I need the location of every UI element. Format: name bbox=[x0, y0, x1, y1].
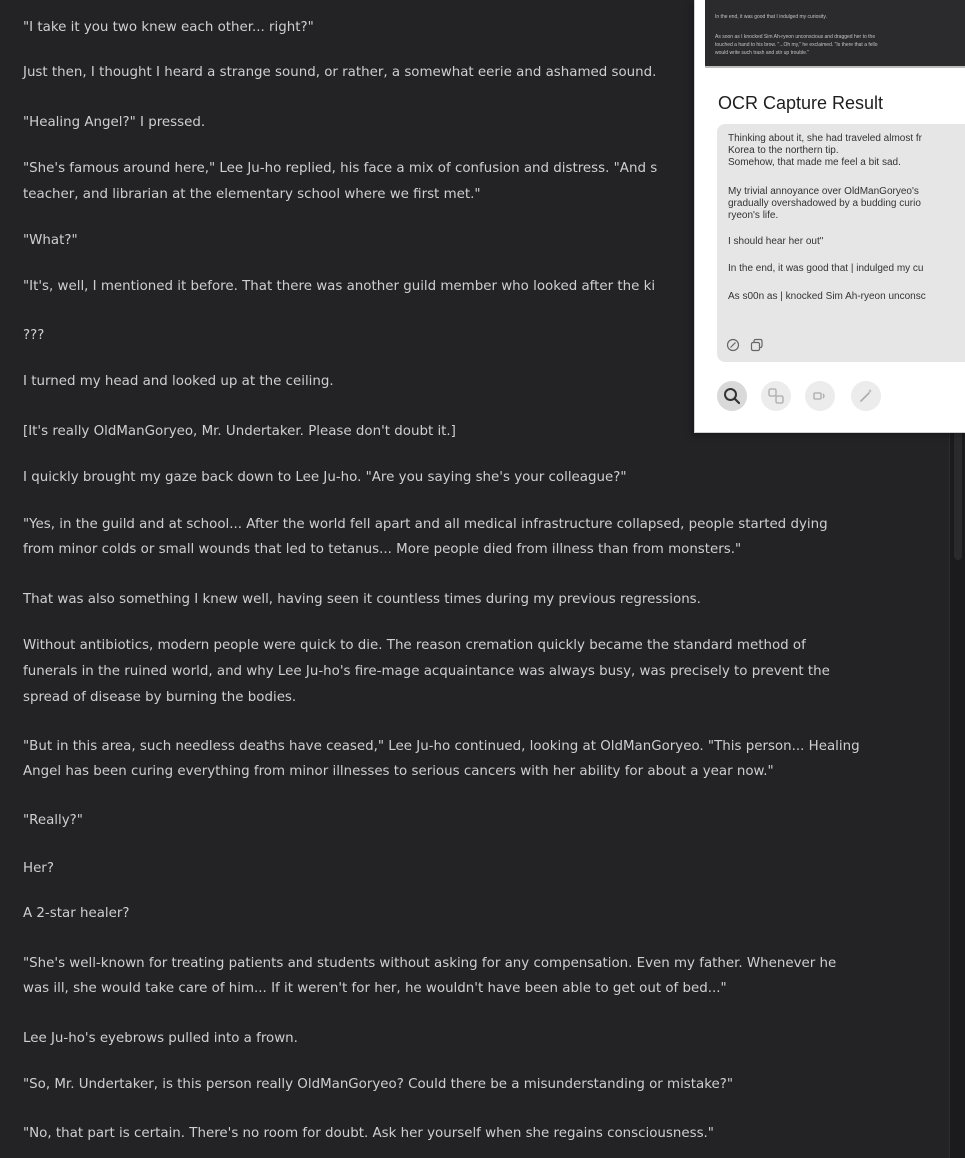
translate-icon[interactable] bbox=[761, 381, 791, 411]
paragraph: Just then, I thought I heard a strange sound, or rather, a somewhat eerie and ashamed sound. bbox=[23, 65, 657, 80]
ocr-result-line: I should hear her out" bbox=[728, 236, 824, 247]
paragraph: teacher, and librarian at the elementary school where we first met." bbox=[23, 187, 481, 202]
paragraph: "No, that part is certain. There's no room for doubt. Ask her yourself when she regains consciousness." bbox=[23, 1126, 714, 1141]
thumbnail-text-line: In the end, it was good that I indulged my curiosity. bbox=[715, 14, 827, 20]
paragraph: "It's, well, I mentioned it before. That there was another guild member who looked after the ki bbox=[23, 279, 656, 294]
paragraph: "But in this area, such needless deaths have ceased," Lee Ju-ho continued, looking at OldManGoryeo. "This person... Healing bbox=[23, 739, 860, 754]
paragraph: A 2-star healer? bbox=[23, 906, 130, 921]
paragraph: Her? bbox=[23, 861, 54, 876]
paragraph: ??? bbox=[23, 328, 45, 343]
paragraph: "She's well-known for treating patients and students without asking for any compensation. Even my father. Whenever he bbox=[23, 956, 837, 971]
paragraph: "I take it you two knew each other... right?" bbox=[23, 20, 314, 35]
thumbnail-text-line: As soon as I knocked Sim Ah-ryeon unconscious and dragged her to the bbox=[715, 34, 876, 40]
paragraph: Angel has been curing everything from minor illnesses to serious cancers with her ability for about a year now." bbox=[23, 764, 774, 779]
ocr-result-line: Thinking about it, she had traveled almost fr bbox=[728, 133, 922, 144]
paragraph: [It's really OldManGoryeo, Mr. Undertaker. Please don't doubt it.] bbox=[23, 424, 456, 439]
paragraph: I quickly brought my gaze back down to Lee Ju-ho. "Are you saying she's your colleague?" bbox=[23, 470, 627, 485]
ocr-result-line: In the end, it was good that | indulged my cu bbox=[728, 263, 924, 274]
paragraph: was ill, she would take care of him... If it weren't for her, he wouldn't have been able to get out of bed..." bbox=[23, 981, 727, 996]
ocr-panel-title: OCR Capture Result bbox=[718, 93, 884, 113]
paragraph: "What?" bbox=[23, 233, 78, 248]
paragraph: from minor colds or small wounds that led to tetanus... More people died from illness than from monsters." bbox=[23, 542, 742, 557]
paragraph: "She's famous around here," Lee Ju-ho replied, his face a mix of confusion and distress. "And s bbox=[23, 161, 658, 176]
paragraph: "Healing Angel?" I pressed. bbox=[23, 115, 206, 130]
paragraph: spread of disease by burning the bodies. bbox=[23, 690, 297, 705]
ocr-panel bbox=[694, 0, 965, 433]
speaker-icon[interactable] bbox=[805, 381, 835, 411]
magic-wand-icon[interactable] bbox=[851, 381, 881, 411]
paragraph: Without antibiotics, modern people were quick to die. The reason cremation quickly became the standard method of bbox=[23, 638, 806, 653]
ocr-result-box[interactable] bbox=[717, 124, 965, 362]
paragraph: funerals in the ruined world, and why Lee Ju-ho's fire-mage acquaintance was always busy, was precisely to prevent the bbox=[23, 664, 830, 679]
capture-thumbnail bbox=[705, 0, 965, 68]
ocr-result-line: gradually overshadowed by a budding curio bbox=[728, 198, 921, 209]
ocr-result-line: Korea to the northern tip. bbox=[728, 145, 839, 156]
paragraph: "Really?" bbox=[23, 813, 83, 828]
ocr-result-line: My trivial annoyance over OldManGoryeo's bbox=[728, 186, 919, 197]
ocr-result-line: Somehow, that made me feel a bit sad. bbox=[728, 157, 901, 168]
thumbnail-text-line: touched a hand to his brow. "...Oh my," he exclaimed. "Is there that a fello bbox=[715, 42, 878, 48]
thumbnail-text-line: would write such trash and stir up trouble." bbox=[715, 50, 810, 56]
search-icon[interactable] bbox=[717, 381, 747, 411]
copy-icon[interactable] bbox=[750, 338, 764, 352]
paragraph: I turned my head and looked up at the ceiling. bbox=[23, 374, 334, 389]
paragraph: That was also something I knew well, having seen it countless times during my previous regressions. bbox=[23, 592, 701, 607]
paragraph: "So, Mr. Undertaker, is this person really OldManGoryeo? Could there be a misunderstanding or mistake?" bbox=[23, 1077, 734, 1092]
ocr-result-line: ryeon's life. bbox=[728, 210, 779, 221]
paragraph: "Yes, in the guild and at school... After the world fell apart and all medical infrastructure collapsed, people started dying bbox=[23, 517, 828, 532]
ocr-result-line: As s00n as | knocked Sim Ah-ryeon unconsc bbox=[728, 291, 926, 302]
edit-icon[interactable] bbox=[726, 338, 740, 352]
paragraph: Lee Ju-ho's eyebrows pulled into a frown. bbox=[23, 1031, 298, 1046]
